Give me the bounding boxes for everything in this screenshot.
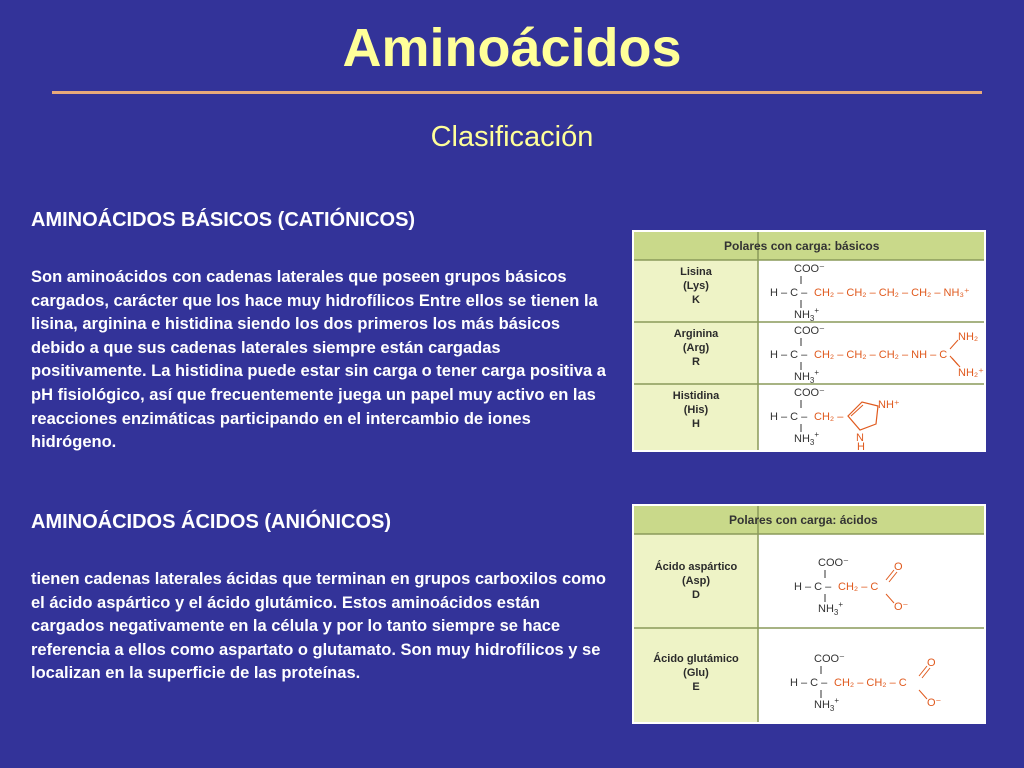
basic-description: Son aminoácidos con cadenas laterales que poseen grupos básicos cargados, carácter que los hace muy hidrofílicos Entre ellos se tienen la lisina, arginina e histidina siendo los dos primeros los más básicos debido a que sus cadenas laterales siempre están cargadas positivamente. La histidina puede estar sin carga o tener carga positiva a pH fisiológico, así que frecuentemente juega un papel muy activo en las reacciones enzimáticas participando en el intercambio de iones hidrógeno. xyxy=(31,268,606,452)
acidic-amino-acids-table xyxy=(632,504,986,724)
slide-subtitle: Clasificación xyxy=(430,121,594,153)
svg-text:COO⁻: COO⁻ xyxy=(794,263,825,275)
histidine-name: Histidina xyxy=(672,390,720,402)
svg-text:COO⁻: COO⁻ xyxy=(794,325,825,337)
svg-text:O⁻: O⁻ xyxy=(927,697,942,709)
arginine-abbr: (Arg) xyxy=(682,342,710,354)
svg-text:CH₂ –: CH₂ – xyxy=(814,411,844,423)
aspartic-code: D xyxy=(692,589,700,601)
svg-text:NH3+: $NH_3^+$ xyxy=(794,368,820,385)
svg-text:COO⁻: COO⁻ xyxy=(794,387,825,399)
svg-text:H – C –: H – C – xyxy=(794,581,832,593)
svg-text:CH₂ – CH₂ – CH₂ – CH₂ – NH₃⁺: CH₂ – CH₂ – CH₂ – CH₂ – NH₃⁺ xyxy=(814,287,970,299)
basic-amino-acids-table xyxy=(632,230,986,452)
svg-text:H – C –: H – C – xyxy=(790,677,828,689)
basic-table-title: Polares con carga: básicos xyxy=(724,239,880,253)
svg-text:CH₂ – C: CH₂ – C xyxy=(838,581,879,593)
histidine-code: H xyxy=(692,418,700,430)
histidine-abbr: (His) xyxy=(683,404,709,416)
lysine-abbr: (Lys) xyxy=(683,280,709,292)
aspartic-abbr: (Asp) xyxy=(681,575,711,587)
svg-text:CH₂ – CH₂ – C: CH₂ – CH₂ – C xyxy=(834,677,907,689)
slide-title: Aminoácidos xyxy=(342,18,682,78)
lysine-name: Lisina xyxy=(680,266,712,278)
svg-text:O: O xyxy=(927,657,936,669)
aspartic-name: Ácido aspártico xyxy=(654,561,738,573)
svg-text:NH3+: $NH_3^+$ xyxy=(794,306,820,323)
acidic-description: tienen cadenas laterales ácidas que terminan en grupos carboxilos como el ácido aspártico y el ácido glutámico. Estos aminoácidos están cargados negativamente en la célula y por lo tanto siempre se hace referencia a ellos como aspartato o glutamato. Son muy hidrofílicos y se localizan en la superficie de las proteínas. xyxy=(31,570,606,683)
svg-text:H: H xyxy=(857,441,865,450)
svg-text:COO⁻: COO⁻ xyxy=(818,557,849,569)
arginine-name: Arginina xyxy=(673,328,719,340)
lysine-code: K xyxy=(692,294,700,306)
arginine-code: R xyxy=(692,356,700,368)
svg-text:NH₂: NH₂ xyxy=(958,331,979,343)
svg-text:NH3+: $NH_3^+$ xyxy=(794,430,820,447)
title-divider xyxy=(52,91,982,94)
glutamic-code: E xyxy=(692,681,700,693)
acidic-heading: AMINOÁCIDOS ÁCIDOS (ANIÓNICOS) xyxy=(31,511,391,533)
svg-text:NH₂⁺: NH₂⁺ xyxy=(958,367,984,379)
svg-text:O: O xyxy=(894,561,903,573)
svg-text:NH3+: $NH_3^+$ xyxy=(818,600,844,617)
svg-text:NH⁺: NH⁺ xyxy=(878,399,900,411)
glutamic-abbr: (Glu) xyxy=(683,667,709,679)
svg-text:CH₂ – CH₂ – CH₂ – NH – C: CH₂ – CH₂ – CH₂ – NH – C xyxy=(814,349,948,361)
glutamic-name: Ácido glutámico xyxy=(653,653,739,665)
acidic-table-title: Polares con carga: ácidos xyxy=(729,513,878,527)
svg-text:NH3+: $NH_3^+$ xyxy=(814,696,840,713)
svg-text:O⁻: O⁻ xyxy=(894,601,909,613)
svg-text:H – C –: H – C – xyxy=(770,287,808,299)
basic-heading: AMINOÁCIDOS BÁSICOS (CATIÓNICOS) xyxy=(31,209,416,231)
svg-text:H – C –: H – C – xyxy=(770,349,808,361)
svg-text:N: N xyxy=(856,432,864,444)
svg-text:H – C –: H – C – xyxy=(770,411,808,423)
svg-text:COO⁻: COO⁻ xyxy=(814,653,845,665)
